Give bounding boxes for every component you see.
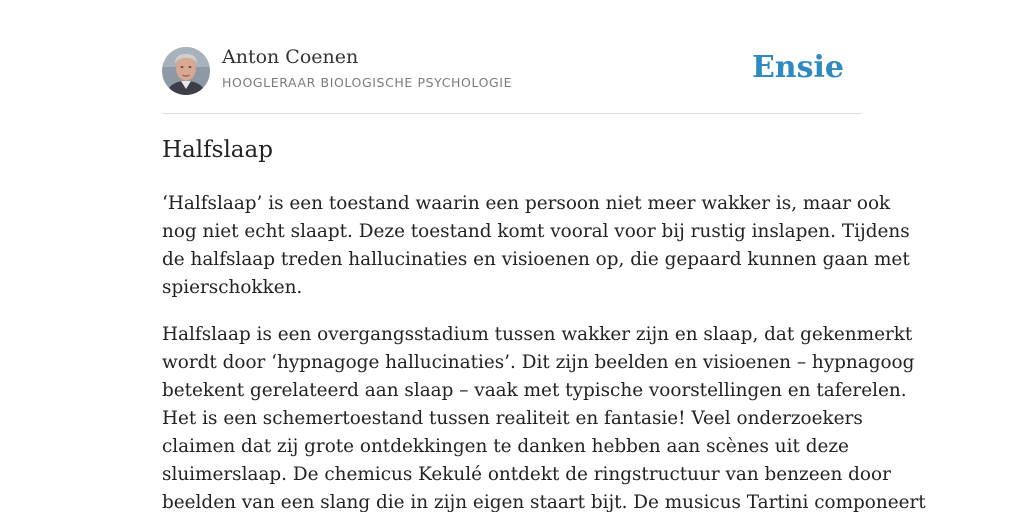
paragraph-line: Halfslaap is een overgangsstadium tussen wakker zijn en slaap, dat gekenmerkt [162,324,913,345]
header-divider [162,113,862,114]
article-title: Halfslaap [162,137,273,163]
paragraph-line: betekent gerelateerd aan slaap – vaak met typische voorstellingen en taferelen. [162,380,907,401]
paragraph-line: de halfslaap treden hallucinaties en visioenen op, die gepaard kunnen gaan met [162,249,910,270]
paragraph-line: sluimerslaap. De chemicus Kekulé ontdekt de ringstructuur van benzeen door [162,464,891,485]
paragraph-line: Het is een schemertoestand tussen realiteit en fantasie! Veel onderzoekers [162,408,863,429]
paragraph-line: nog niet echt slaapt. Deze toestand komt vooral voor bij rustig inslapen. Tijdens [162,221,910,242]
article-paragraph [162,190,910,302]
author-title: HOOGLERAAR BIOLOGISCHE PSYCHOLOGIE [222,75,513,90]
author-avatar[interactable] [162,47,210,95]
paragraph-line: claimen dat zij grote ontdekkingen te danken hebben aan scènes uit deze [162,436,849,457]
paragraph-line: wordt door ‘hypnagoge hallucinaties’. Dit zijn beelden en visioenen – hypnagoog [162,352,915,373]
article-paragraph [162,321,926,512]
ensie-logo[interactable]: Ensie [751,50,844,85]
author-name[interactable]: Anton Coenen [222,46,359,68]
paragraph-line: ‘Halfslaap’ is een toestand waarin een persoon niet meer wakker is, maar ook [162,193,891,214]
author-portrait-photo [162,47,210,95]
author-header [162,46,862,96]
paragraph-line: beelden van een slang die in zijn eigen staart bijt. De musicus Tartini componeert [162,492,926,512]
article-body [162,190,926,512]
paragraph-line: spierschokken. [162,277,303,298]
